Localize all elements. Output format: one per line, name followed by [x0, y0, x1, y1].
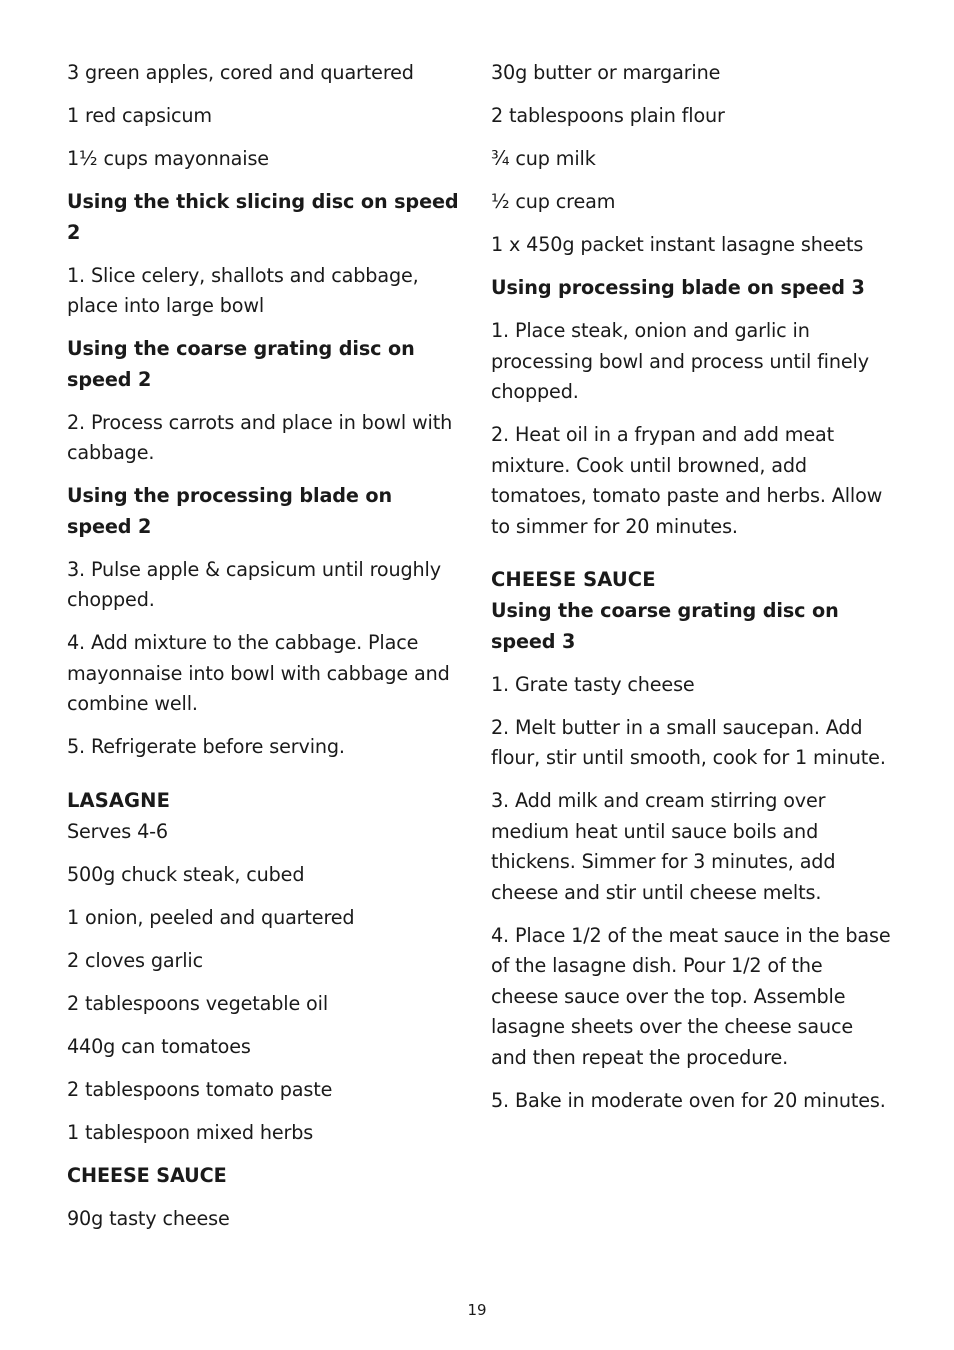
method-step: 1. Place steak, onion and garlic in processing bowl and process until finely chopped.	[491, 319, 869, 403]
ingredient-line: 2 tablespoons vegetable oil	[67, 991, 329, 1015]
left-column	[67, 58, 462, 1247]
method-heading: Using the processing blade on speed 2	[67, 484, 393, 538]
ingredient-line: 2 cloves garlic	[67, 948, 203, 972]
method-step: 3. Pulse apple & capsicum until roughly chopped.	[67, 557, 441, 611]
ingredient-line: 3 green apples, cored and quartered	[67, 61, 414, 84]
method-step: 1. Slice celery, shallots and cabbage, place into large bowl	[67, 263, 419, 317]
page-number: 19	[467, 1301, 487, 1319]
method-heading: Using the coarse grating disc on speed 2	[67, 337, 415, 391]
method-step: 2. Heat oil in a frypan and add meat mixture. Cook until browned, add tomatoes, tomato paste and herbs. Allow to simmer for 20 minutes.	[491, 423, 883, 538]
method-step: 5. Bake in moderate oven for 20 minutes.	[491, 1088, 886, 1112]
ingredient-line: 1 red capsicum	[67, 104, 212, 127]
method-step: 1. Grate tasty cheese	[491, 672, 695, 696]
method-step: 2. Melt butter in a small saucepan. Add flour, stir until smooth, cook for 1 minute.	[491, 715, 886, 769]
method-step: 4. Place 1/2 of the meat sauce in the base of the lasagne dish. Pour 1/2 of the cheese sauce over the top. Assemble lasagne sheets over the cheese sauce and then repeat the procedure.	[491, 923, 891, 1069]
ingredient-line: ¾ cup milk	[491, 147, 596, 170]
method-step: 3. Add milk and cream stirring over medium heat until sauce boils and thickens. Simmer for 3 minutes, add cheese and stir until cheese melts.	[491, 789, 836, 904]
ingredient-line: 500g chuck steak, cubed	[67, 862, 305, 886]
method-heading: Using processing blade on speed 3	[491, 276, 865, 299]
method-heading: Using the coarse grating disc on speed 3	[491, 599, 839, 653]
ingredient-line: 1½ cups mayonnaise	[67, 147, 269, 170]
section-title: CHEESE SAUCE	[67, 1163, 227, 1187]
ingredient-line: ½ cup cream	[491, 190, 616, 213]
method-step: 2. Process carrots and place in bowl with cabbage.	[67, 410, 453, 464]
ingredient-line: 1 x 450g packet instant lasagne sheets	[491, 233, 864, 256]
recipe-title: LASAGNE	[67, 788, 170, 812]
method-step: 4. Add mixture to the cabbage. Place mayonnaise into bowl with cabbage and combine well.	[67, 631, 450, 715]
ingredient-line: 1 onion, peeled and quartered	[67, 905, 355, 929]
method-heading: Using the thick slicing disc on speed 2	[67, 190, 459, 244]
right-column	[491, 58, 891, 1129]
ingredient-line: 1 tablespoon mixed herbs	[67, 1120, 314, 1144]
ingredient-line: 30g butter or margarine	[491, 61, 721, 84]
section-title: CHEESE SAUCE	[491, 568, 656, 591]
ingredient-line: 2 tablespoons plain flour	[491, 104, 725, 127]
serves-text: Serves 4-6	[67, 819, 168, 843]
ingredient-line: 2 tablespoons tomato paste	[67, 1077, 333, 1101]
ingredient-line: 90g tasty cheese	[67, 1206, 230, 1230]
method-step: 5. Refrigerate before serving.	[67, 735, 345, 758]
ingredient-line: 440g can tomatoes	[67, 1034, 251, 1058]
